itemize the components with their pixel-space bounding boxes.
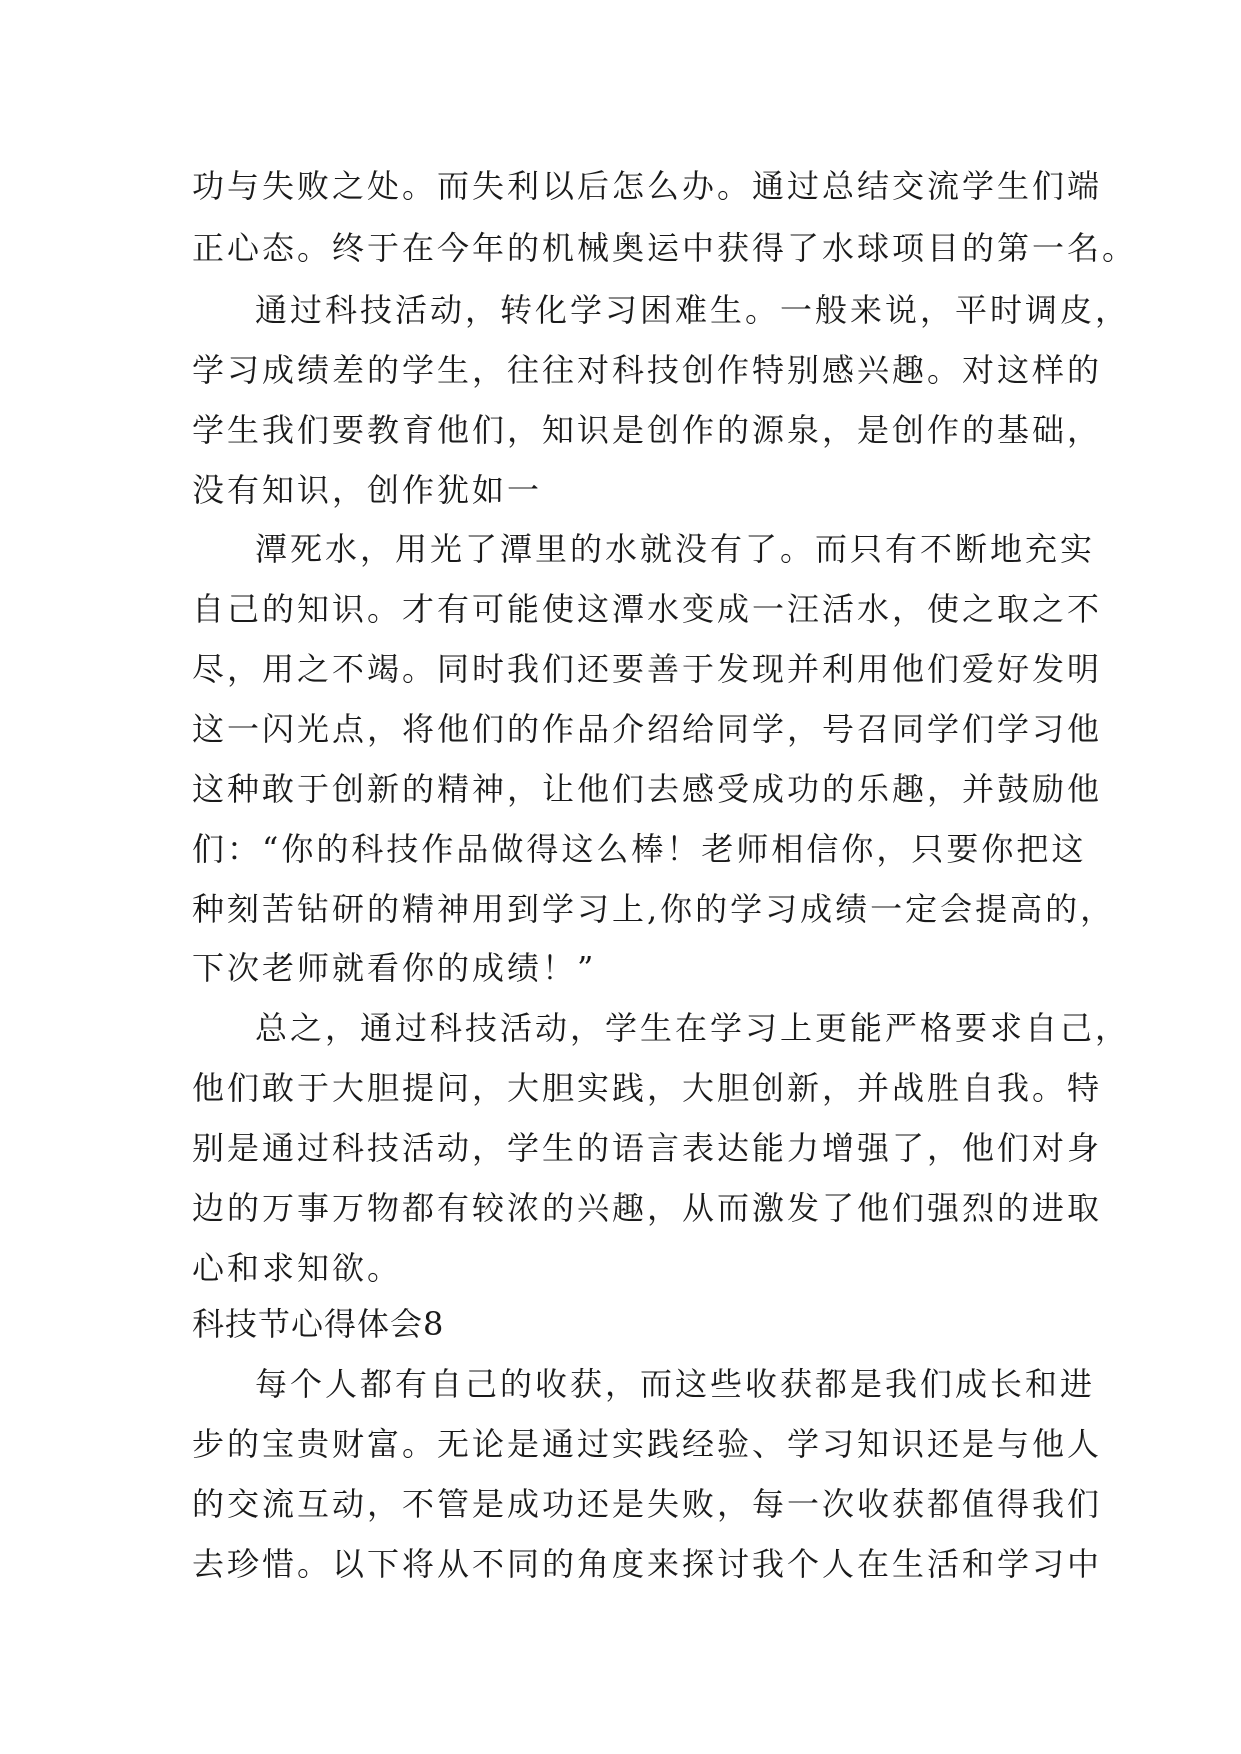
text-line: 正心态。终于在今年的机械奥运中获得了水球项目的第一名。 bbox=[192, 229, 1138, 267]
text-line: 种刻苦钻研的精神用到学习上,你的学习成绩一定会提高的， bbox=[192, 890, 1116, 928]
text-line: 们：“你的科技作品做得这么棒！老师相信你，只要你把这 bbox=[192, 830, 1087, 868]
paragraph-start-line: 每个人都有自己的收获，而这些收获都是我们成长和进 bbox=[255, 1365, 1096, 1403]
section-heading: 科技节心得体会8 bbox=[192, 1305, 445, 1343]
text-line: 这一闪光点，将他们的作品介绍给同学，号召同学们学习他 bbox=[192, 710, 1103, 748]
paragraph-start-line: 总之，通过科技活动，学生在学习上更能严格要求自己， bbox=[255, 1009, 1131, 1047]
text-line: 这种敢于创新的精神，让他们去感受成功的乐趣，并鼓励他 bbox=[192, 770, 1103, 808]
text-line: 心和求知欲。 bbox=[192, 1249, 403, 1287]
text-line: 学生我们要教育他们，知识是创作的源泉，是创作的基础， bbox=[192, 411, 1103, 449]
paragraph-start-line: 潭死水，用光了潭里的水就没有了。而只有不断地充实 bbox=[255, 530, 1096, 568]
text-line: 下次老师就看你的成绩！” bbox=[192, 949, 597, 987]
text-line: 步的宝贵财富。无论是通过实践经验、学习知识还是与他人 bbox=[192, 1425, 1103, 1463]
paragraph-start-line: 通过科技活动，转化学习困难生。一般来说，平时调皮， bbox=[255, 291, 1131, 329]
text-line: 尽，用之不竭。同时我们还要善于发现并利用他们爱好发明 bbox=[192, 650, 1103, 688]
text-line: 别是通过科技活动，学生的语言表达能力增强了，他们对身 bbox=[192, 1129, 1103, 1167]
text-line: 去珍惜。以下将从不同的角度来探讨我个人在生活和学习中 bbox=[192, 1545, 1103, 1583]
text-line: 功与失败之处。而失利以后怎么办。通过总结交流学生们端 bbox=[192, 167, 1103, 205]
text-line: 边的万事万物都有较浓的兴趣，从而激发了他们强烈的进取 bbox=[192, 1189, 1103, 1227]
text-line: 他们敢于大胆提问，大胆实践，大胆创新，并战胜自我。特 bbox=[192, 1069, 1103, 1107]
text-line: 的交流互动，不管是成功还是失败，每一次收获都值得我们 bbox=[192, 1485, 1103, 1523]
text-line: 没有知识，创作犹如一 bbox=[192, 471, 543, 509]
text-line: 自己的知识。才有可能使这潭水变成一汪活水，使之取之不 bbox=[192, 590, 1103, 628]
text-line: 学习成绩差的学生，往往对科技创作特别感兴趣。对这样的 bbox=[192, 351, 1103, 389]
